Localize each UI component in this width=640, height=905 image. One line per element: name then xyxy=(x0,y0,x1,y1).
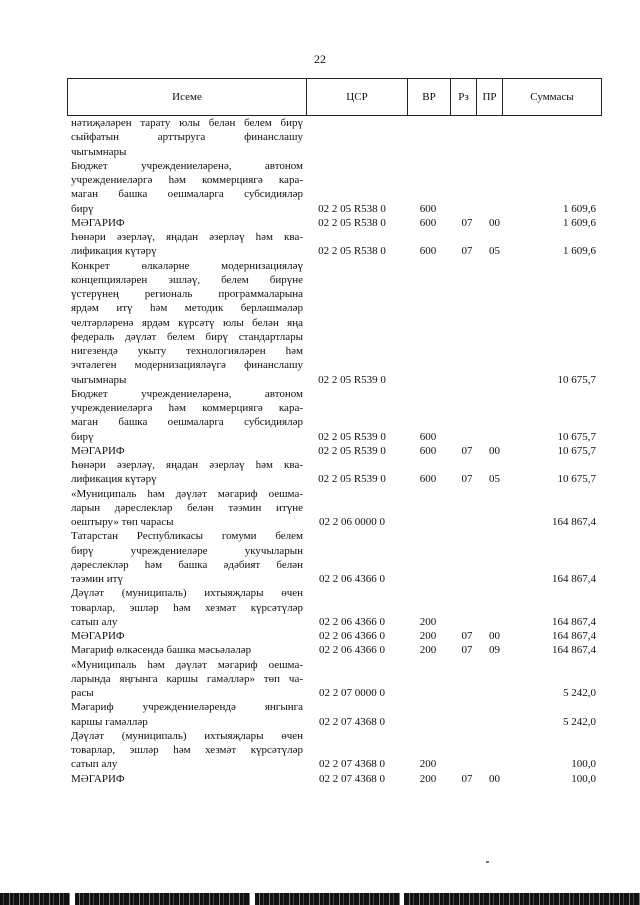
row-pr: 05 xyxy=(489,473,500,486)
row-csr: 02 2 06 4366 0 xyxy=(319,644,385,657)
row-text: «Муниципаль һәм дәүләт мәгариф оешма- xyxy=(71,487,303,500)
row-text: ларын дәреслекләр белән тәэмин итүне xyxy=(71,501,303,514)
header-vr: ВР xyxy=(422,91,436,103)
row-text: ларында яңгынга каршы гамәлләр» төп ча- xyxy=(71,672,303,685)
row-text: ярдәм итү һәм методик берләшмәләр xyxy=(71,302,303,315)
row-text: каршы гамәлләр xyxy=(71,715,148,728)
row-vr: 200 xyxy=(419,758,437,771)
row-sum: 5 242,0 xyxy=(563,715,596,728)
row-csr: 02 2 05 R538 0 xyxy=(318,202,386,215)
row-sum: 5 242,0 xyxy=(563,687,596,699)
row-pr: 05 xyxy=(489,245,500,258)
row-text: МӘГАРИФ xyxy=(71,444,125,457)
row-text: сыйфатын арттыруга финанслашу xyxy=(71,131,303,144)
row-text: оештыру» төп чарасы xyxy=(71,516,174,528)
row-csr: 02 2 07 0000 0 xyxy=(319,687,385,699)
row-sum: 164 867,4 xyxy=(552,573,596,585)
row-csr: 02 2 07 4368 0 xyxy=(319,772,385,785)
header-rz: Рз xyxy=(458,91,469,103)
row-pr: 00 xyxy=(489,216,500,229)
scan-edge-bar xyxy=(0,893,640,905)
row-sum: 1 609,6 xyxy=(563,245,596,258)
row-text: тәэмин итү xyxy=(71,573,123,585)
row-text: бирү xyxy=(71,430,94,443)
row-text: дәреслекләр һәм башка әдәбият белән xyxy=(71,558,303,571)
row-rz: 07 xyxy=(461,772,473,785)
row-text: Һөнәри әзерләү, яңадан әзерләү һәм ква- xyxy=(71,459,303,471)
row-text: үстерүнең региональ программаларына xyxy=(71,288,303,300)
row-vr: 600 xyxy=(419,473,437,486)
row-text: сатып алу xyxy=(71,615,118,628)
row-sum: 164 867,4 xyxy=(552,630,596,642)
row-text: МӘГАРИФ xyxy=(71,630,125,642)
row-text: чыгымнары xyxy=(71,373,127,386)
row-csr: 02 2 07 4368 0 xyxy=(319,715,385,728)
row-csr: 02 2 05 R538 0 xyxy=(318,245,386,258)
row-text: эчтәлеген модернизацияләүгә финанслашу xyxy=(71,359,303,372)
row-pr: 00 xyxy=(489,630,500,642)
row-sum: 10 675,7 xyxy=(557,430,596,443)
row-csr: 02 2 06 4366 0 xyxy=(319,615,385,628)
row-sum: 164 867,4 xyxy=(552,644,596,657)
row-rz: 07 xyxy=(461,245,473,258)
row-text: Конкрет өлкәләрне модернизацияләү xyxy=(71,259,303,272)
row-text: бирү учреждениеләре укучыларын xyxy=(71,544,303,557)
row-text: сатып алу xyxy=(71,758,118,771)
row-vr: 600 xyxy=(419,430,437,443)
row-sum: 1 609,6 xyxy=(563,202,596,215)
row-text: чыгымнары xyxy=(71,145,127,158)
row-text: товарлар, эшләр һәм хезмәт күрсәтүләр xyxy=(71,601,303,614)
row-text: Мәгариф өлкәсендә башка мәсьәләләр xyxy=(71,644,252,657)
row-text: Дәүләт (муниципаль) ихтыяҗлары өчен xyxy=(71,587,303,600)
row-text: концепцияләрен эшләү, белем бирүне xyxy=(71,273,303,286)
row-pr: 09 xyxy=(489,644,500,657)
row-sum: 10 675,7 xyxy=(557,444,596,457)
row-text: учреждениеләргә һәм коммерциягә кара- xyxy=(71,402,303,414)
row-csr: 02 2 06 4366 0 xyxy=(319,630,385,642)
scan-mark xyxy=(486,861,489,863)
row-sum: 164 867,4 xyxy=(552,615,596,628)
row-rz: 07 xyxy=(461,444,473,457)
row-text: Бюджет учреждениеләренә, автоном xyxy=(71,159,303,172)
row-text: лификация күтәрү xyxy=(71,245,157,258)
row-csr: 02 2 05 R539 0 xyxy=(318,473,386,486)
row-vr: 200 xyxy=(419,772,437,785)
row-text: федераль дәүләт белем бирү стандартлары xyxy=(71,330,303,343)
row-csr: 02 2 05 R539 0 xyxy=(318,373,386,386)
row-rz: 07 xyxy=(461,473,473,486)
row-rz: 07 xyxy=(461,216,473,229)
row-csr: 02 2 05 R539 0 xyxy=(318,430,386,443)
row-csr: 02 2 06 4366 0 xyxy=(319,573,385,585)
row-rz: 07 xyxy=(461,630,473,642)
row-sum: 1 609,6 xyxy=(563,216,596,229)
row-text: бирү xyxy=(71,202,94,215)
row-vr: 600 xyxy=(419,245,437,258)
page-number: 22 xyxy=(314,52,326,66)
row-text: Бюджет учреждениеләренә, автоном xyxy=(71,387,303,400)
row-text: маган башка оешмаларга субсидияләр xyxy=(71,416,303,429)
scan-edge-gap xyxy=(400,893,404,905)
header-name: Исеме xyxy=(172,91,202,103)
row-rz: 07 xyxy=(461,644,473,657)
row-text: товарлар, эшләр һәм хезмәт күрсәтүләр xyxy=(71,744,303,756)
header-pr: ПР xyxy=(482,91,497,103)
scan-edge-gap xyxy=(70,893,75,905)
row-text: расы xyxy=(71,687,94,699)
row-vr: 600 xyxy=(419,216,437,229)
scan-edge-gap xyxy=(250,893,255,905)
row-csr: 02 2 05 R538 0 xyxy=(318,216,386,229)
row-vr: 600 xyxy=(419,444,437,457)
row-vr: 200 xyxy=(419,644,437,657)
row-sum: 10 675,7 xyxy=(557,373,596,386)
row-text: Дәүләт (муниципаль) ихтыяҗлары өчен xyxy=(71,729,303,742)
row-text: маган башка оешмаларга субсидияләр xyxy=(71,188,303,201)
header-csr: ЦСР xyxy=(346,91,368,103)
row-text: «Муниципаль һәм дәүләт мәгариф оешма- xyxy=(71,658,303,671)
row-text: Һөнәри әзерләү, яңадан әзерләү һәм ква- xyxy=(71,231,303,243)
row-text: нигезендә укыту технологияләрен һәм xyxy=(71,345,303,357)
row-text: учреждениеләргә һәм коммерциягә кара- xyxy=(71,174,303,186)
row-sum: 164 867,4 xyxy=(552,516,596,528)
row-csr: 02 2 05 R539 0 xyxy=(318,444,386,457)
row-text: Татарстан Республикасы гомуми белем xyxy=(71,530,303,543)
row-sum: 100,0 xyxy=(571,772,596,785)
row-vr: 600 xyxy=(419,202,437,215)
row-text: Мәгариф учреждениеләрендә янгынга xyxy=(71,701,303,714)
row-text: нәтиҗәләрен тарату юлы белән белем бирү xyxy=(71,117,303,129)
row-text: МӘГАРИФ xyxy=(71,772,125,785)
row-sum: 100,0 xyxy=(571,758,596,771)
row-csr: 02 2 06 0000 0 xyxy=(319,516,385,528)
row-sum: 10 675,7 xyxy=(557,473,596,486)
row-vr: 200 xyxy=(419,615,437,628)
row-pr: 00 xyxy=(489,444,500,457)
row-text: челтәрләренә ярдәм күрсәтү юлы белән яңа xyxy=(71,316,303,329)
row-text: лификация күтәрү xyxy=(71,473,157,486)
row-vr: 200 xyxy=(419,630,437,642)
row-pr: 00 xyxy=(489,772,500,785)
row-csr: 02 2 07 4368 0 xyxy=(319,758,385,771)
header-sum: Суммасы xyxy=(530,91,574,103)
row-text: МӘГАРИФ xyxy=(71,216,125,229)
